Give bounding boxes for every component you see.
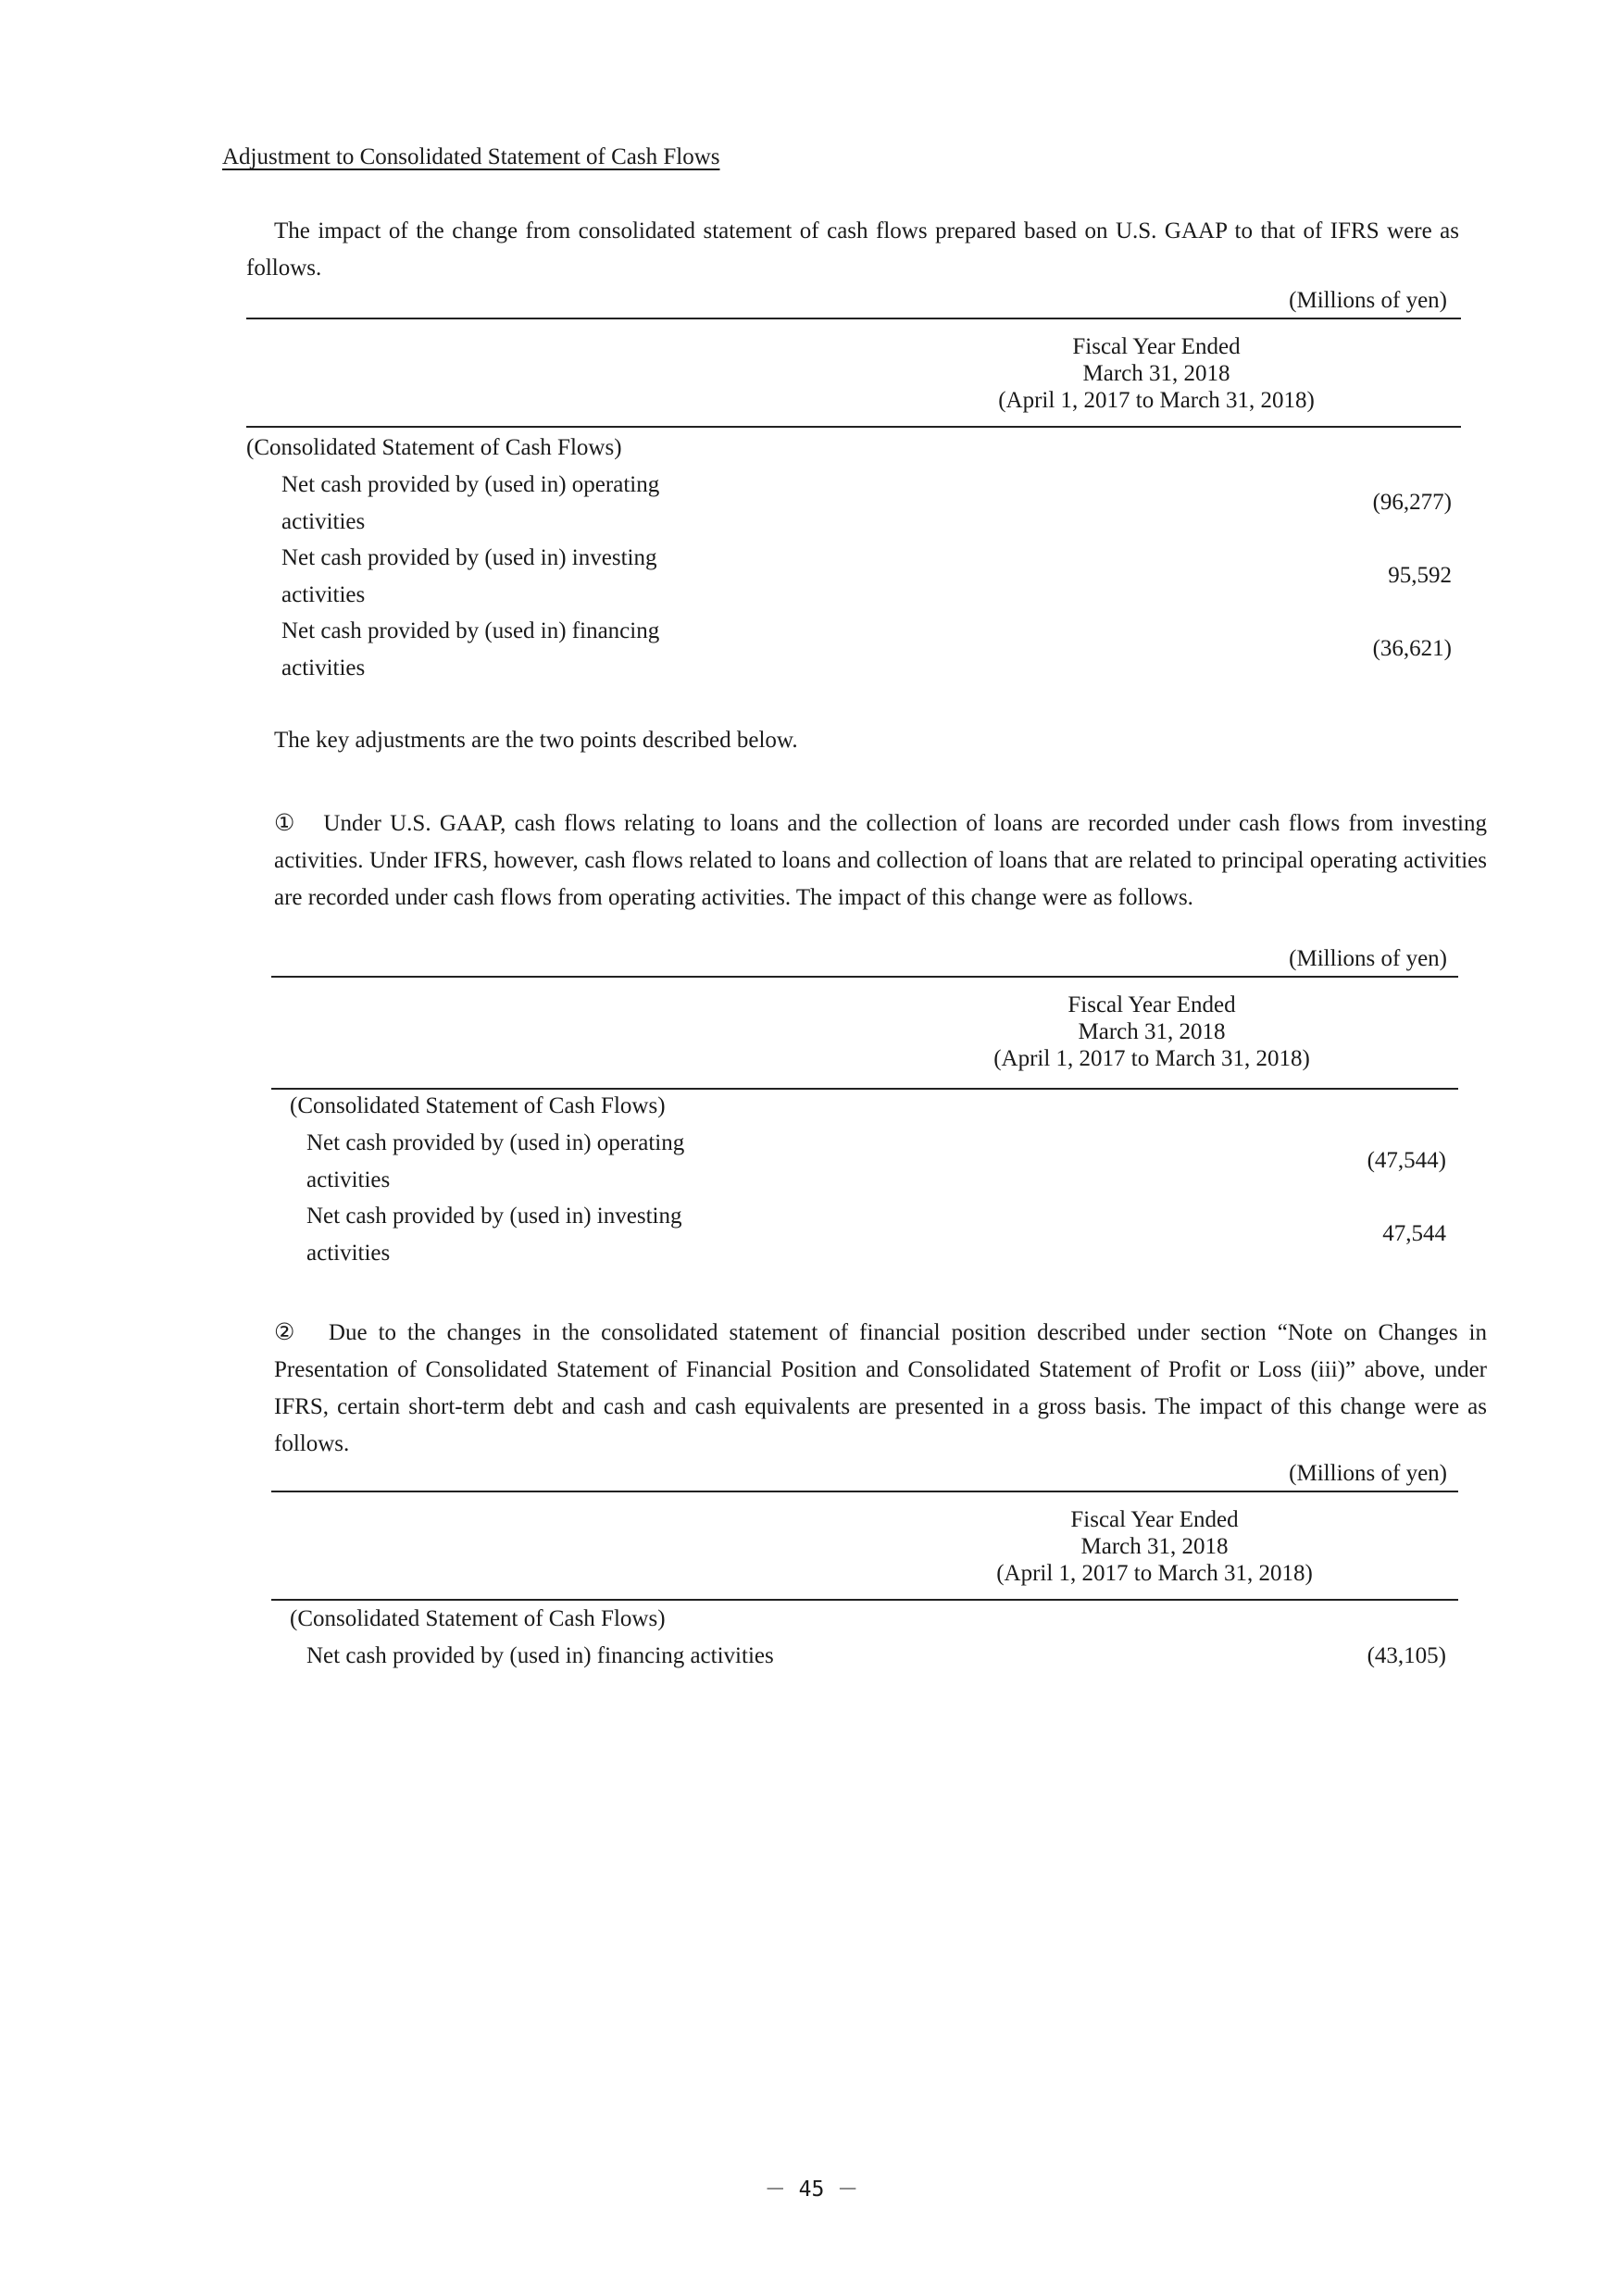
table-row-value: 47,544: [1382, 1221, 1446, 1246]
table-1-top-rule: [246, 318, 1461, 319]
table-2: [271, 976, 1458, 1281]
column-header-line-2: March 31, 2018: [1080, 1534, 1229, 1559]
table-3-column-header: [942, 1506, 1367, 1587]
column-header-line-1: Fiscal Year Ended: [1067, 992, 1236, 1017]
table-3-section-label: (Consolidated Statement of Cash Flows): [290, 1606, 666, 1631]
table-row-value: (36,621): [1372, 636, 1452, 661]
table-3-top-rule: [271, 1491, 1458, 1492]
table-row-value: 95,592: [1388, 563, 1452, 588]
table-3: [271, 1491, 1458, 1676]
table-row-label: Net cash provided by (used in) operating activities: [306, 1130, 685, 1192]
table-2-column-header: [939, 992, 1365, 1072]
table-2-top-rule: [271, 976, 1458, 978]
table-row-value: (96,277): [1372, 490, 1452, 515]
table-row-label: Net cash provided by (used in) financing activities: [306, 1643, 774, 1668]
table-1-section-label: (Consolidated Statement of Cash Flows): [246, 435, 622, 460]
point-1-paragraph: ① Under U.S. GAAP, cash flows relating to loans and the collection of loans are recorded under cash flows from investing activities. Under IFRS, however, cash flows related to loans and collection of loans that are related to principal operating activities are recorded under cash flows from operating activities. The impact of this change were as follows.: [274, 811, 1487, 910]
column-header-line-3: (April 1, 2017 to March 31, 2018): [996, 1561, 1313, 1586]
point-2-paragraph: ② Due to the changes in the consolidated statement of financial position described under section “Note on Changes in Presentation of Consolidated Statement of Financial Position and Consolidated Statement of Profit or Loss (iii)” above, under IFRS, certain short-term debt and cash and cash equivalents are presented in a gross basis. The impact of this change were as follows.: [274, 1320, 1487, 1456]
column-header-line-2: March 31, 2018: [1078, 1019, 1226, 1044]
key-adjustments-paragraph: The key adjustments are the two points described below.: [274, 728, 798, 753]
unit-label-3: (Millions of yen): [1289, 1461, 1447, 1486]
unit-label-1: (Millions of yen): [1289, 288, 1447, 313]
table-row-label: Net cash provided by (used in) investing activities: [281, 545, 657, 607]
table-row-label: Net cash provided by (used in) operating activities: [281, 472, 660, 534]
column-header-line-3: (April 1, 2017 to March 31, 2018): [998, 388, 1315, 413]
column-header-line-3: (April 1, 2017 to March 31, 2018): [993, 1046, 1310, 1071]
table-row-label: Net cash provided by (used in) investing activities: [306, 1204, 682, 1266]
column-header-line-1: Fiscal Year Ended: [1070, 1507, 1239, 1532]
page-number: － 45 －: [764, 2177, 859, 2202]
unit-label-2: (Millions of yen): [1289, 946, 1447, 971]
column-header-line-2: March 31, 2018: [1082, 361, 1230, 386]
table-2-section-label: (Consolidated Statement of Cash Flows): [290, 1093, 666, 1118]
table-row-value: (43,105): [1367, 1643, 1446, 1668]
table-row-label: Net cash provided by (used in) financing activities: [281, 618, 660, 680]
table-1-column-header: [943, 333, 1369, 414]
table-1-header-rule: [246, 426, 1461, 428]
intro-paragraph: The impact of the change from consolidated statement of cash flows prepared based on U.S. GAAP to that of IFRS were as follows.: [246, 218, 1459, 281]
page-heading: Adjustment to Consolidated Statement of Cash Flows: [222, 144, 720, 169]
column-header-line-1: Fiscal Year Ended: [1072, 334, 1241, 359]
table-row-value: (47,544): [1367, 1148, 1446, 1173]
table-1: [246, 318, 1461, 688]
